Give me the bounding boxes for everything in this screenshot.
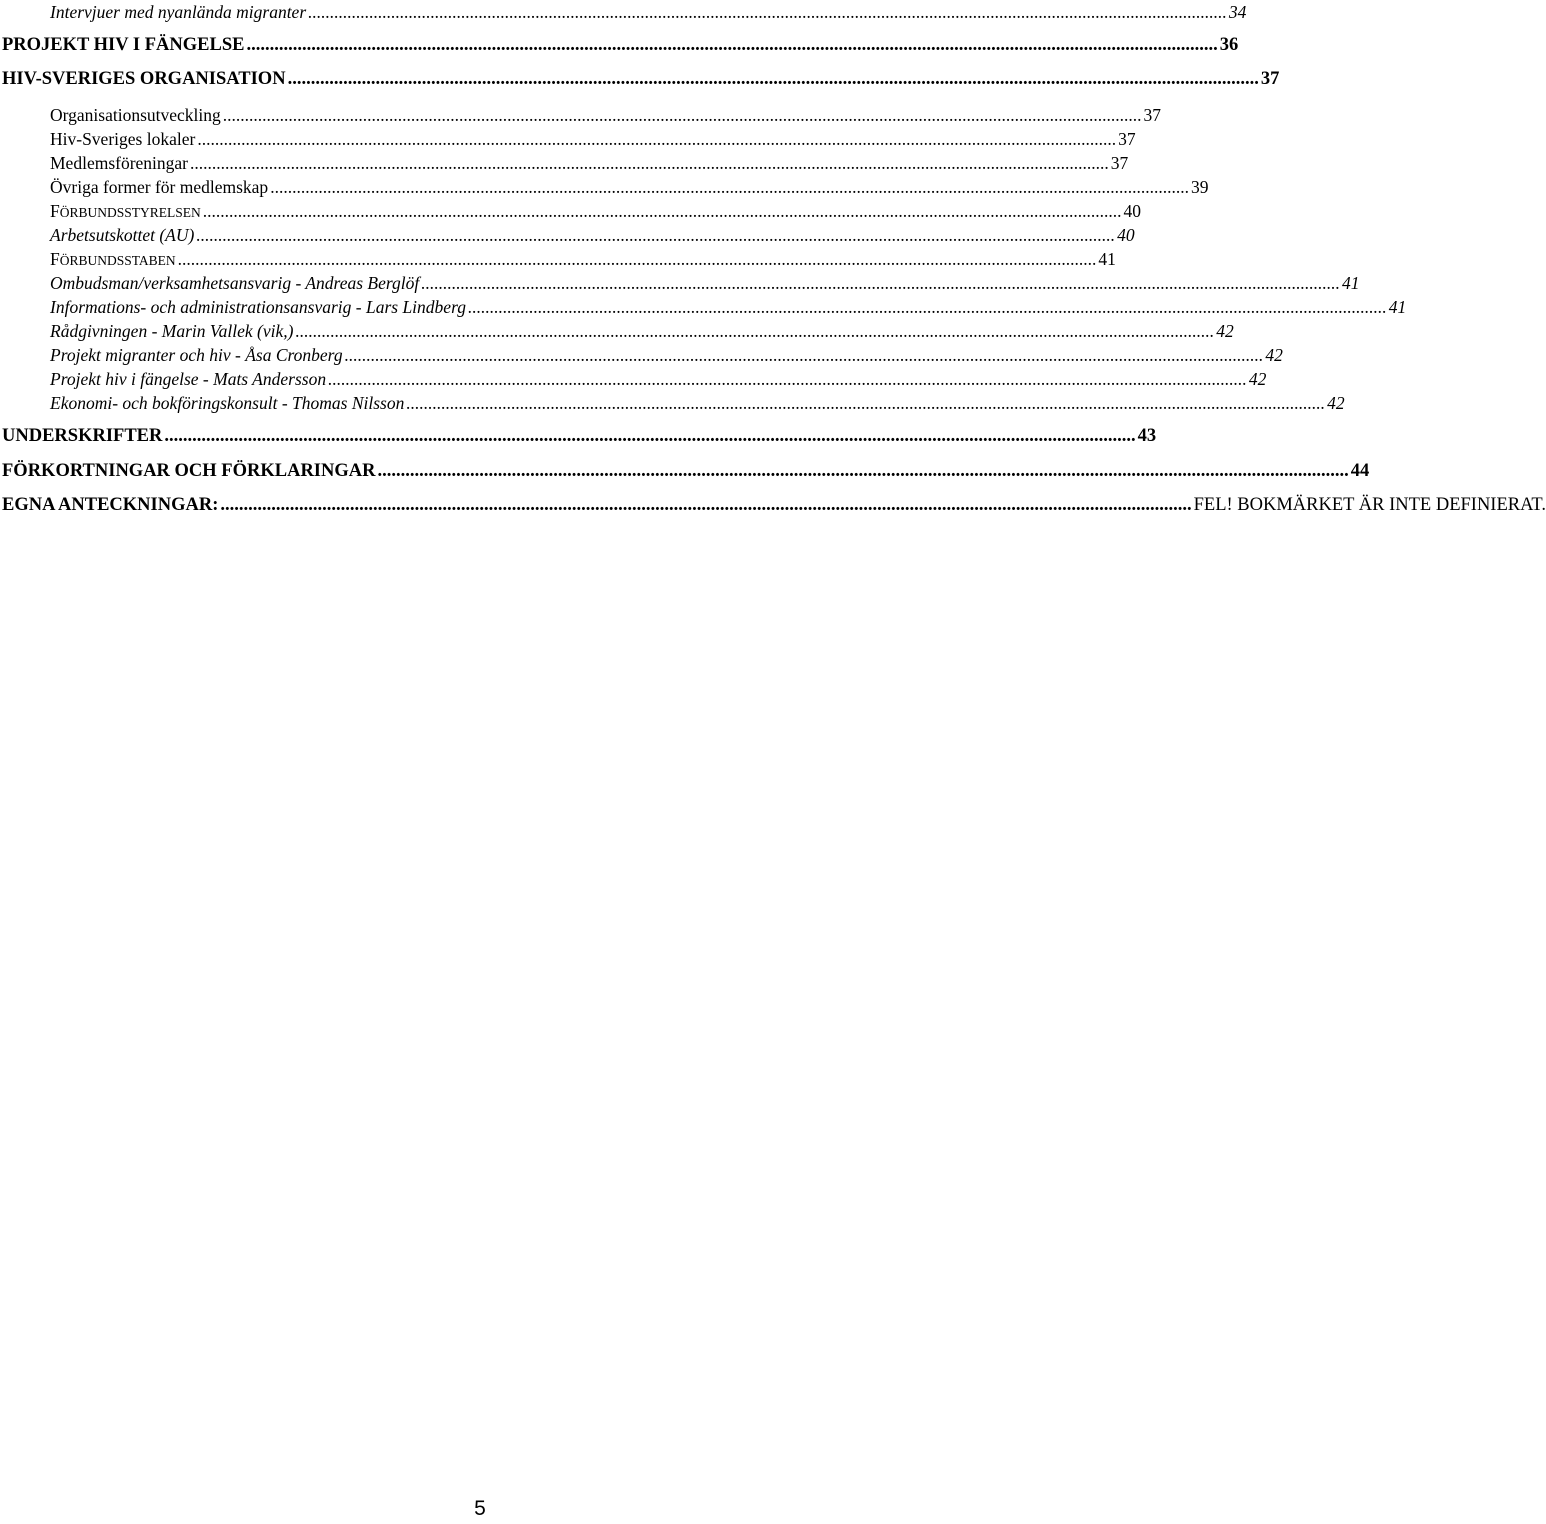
toc-entry-title: HIV-SVERIGES ORGANISATION — [2, 69, 286, 89]
toc-entry[interactable] — [2, 495, 1546, 519]
toc-leader-dots: .................................................................................................................................................................................................................. — [220, 495, 1192, 515]
toc-leader-dots: .................................................................................................................................................................................................................. — [270, 177, 1189, 197]
page-number: 5 — [474, 1497, 486, 1520]
toc-entry[interactable] — [50, 129, 1136, 153]
toc-entry-title: Ekonomi- och bokföringskonsult - Thomas Nilsson — [50, 393, 405, 413]
toc-leader-dots: .................................................................................................................................................................................................................. — [328, 369, 1247, 389]
toc-entry[interactable] — [50, 369, 1267, 393]
toc-entry-page: 42 — [1216, 321, 1234, 341]
toc-leader-dots: .................................................................................................................................................................................................................. — [222, 105, 1142, 125]
toc-entry-page: 41 — [1098, 249, 1116, 269]
toc-entry-page: FEL! BOKMÄRKET ÄR INTE DEFINIERAT. — [1193, 495, 1546, 515]
toc-entry-title: FÖRBUNDSSTABEN — [50, 249, 176, 269]
toc-entry[interactable] — [50, 393, 1345, 417]
toc-entry-title: Projekt hiv i fängelse - Mats Andersson — [50, 369, 327, 389]
toc-entry[interactable] — [50, 201, 1142, 225]
toc-entry-page: 42 — [1265, 345, 1283, 365]
toc-entry-title: Arbetsutskottet (AU) — [50, 225, 195, 245]
toc-entry-title: FÖRKORTNINGAR OCH FÖRKLARINGAR — [2, 461, 376, 481]
toc-entry-title: UNDERSKRIFTER — [2, 426, 163, 446]
toc-entry-page: 37 — [1118, 129, 1136, 149]
toc-leader-dots: .................................................................................................................................................................................................................. — [308, 2, 1227, 22]
toc-leader-dots: .................................................................................................................................................................................................................. — [295, 321, 1215, 341]
toc-entry[interactable] — [50, 2, 1247, 26]
toc-entry-page: 40 — [1123, 201, 1142, 221]
toc-entry[interactable] — [50, 273, 1360, 297]
toc-entry-title: Medlemsföreningar — [50, 153, 189, 173]
toc-entry-page: 42 — [1248, 369, 1267, 389]
toc-entry-page: 39 — [1190, 177, 1209, 197]
toc-leader-dots: .................................................................................................................................................................................................................. — [202, 201, 1122, 221]
toc-leader-dots: .................................................................................................................................................................................................................. — [246, 35, 1218, 55]
toc-entry[interactable] — [2, 461, 1370, 485]
toc-entry-page: 37 — [1110, 153, 1129, 173]
toc-leader-dots: .................................................................................................................................................................................................................. — [467, 297, 1387, 317]
toc-entry-title: PROJEKT HIV I FÄNGELSE — [2, 35, 245, 55]
toc-entry-page: 42 — [1327, 393, 1345, 413]
toc-entry[interactable] — [2, 35, 1239, 59]
toc-entry-title: Hiv-Sveriges lokaler — [50, 129, 196, 149]
toc-entry[interactable] — [2, 426, 1157, 450]
toc-entry-title: FÖRBUNDSSTYRELSEN — [50, 201, 201, 221]
toc-entry[interactable] — [50, 105, 1162, 129]
toc-entry[interactable] — [50, 153, 1129, 177]
toc-entry-page: 43 — [1137, 426, 1157, 446]
toc-leader-dots: .................................................................................................................................................................................................................. — [287, 69, 1259, 89]
toc-entry-page: 37 — [1260, 69, 1280, 89]
toc-entry-title: Ombudsman/verksamhetsansvarig - Andreas Berglöf — [50, 273, 420, 293]
toc-entry-title: Övriga former för medlemskap — [50, 177, 269, 197]
toc-entry-page: 41 — [1342, 273, 1360, 293]
toc-entry[interactable] — [50, 321, 1234, 345]
toc-entry-page: 36 — [1219, 35, 1239, 55]
toc-entry-title: Projekt migranter och hiv - Åsa Cronberg — [50, 345, 343, 365]
toc-entry-title: EGNA ANTECKNINGAR: — [2, 495, 219, 515]
toc-entry-page: 37 — [1143, 105, 1162, 125]
toc-entry-title: Informations- och administrationsansvarig - Lars Lindberg — [50, 297, 466, 317]
toc-entry[interactable] — [50, 345, 1283, 369]
toc-leader-dots: .................................................................................................................................................................................................................. — [196, 225, 1116, 245]
toc-entry[interactable] — [50, 177, 1209, 201]
toc-entry-title: Intervjuer med nyanlända migranter — [50, 2, 307, 22]
toc-leader-dots: .................................................................................................................................................................................................................. — [190, 153, 1109, 173]
toc-entry-page: 34 — [1228, 2, 1247, 22]
toc-entry-page: 41 — [1388, 297, 1407, 317]
toc-leader-dots: .................................................................................................................................................................................................................. — [377, 461, 1349, 481]
toc-entry[interactable] — [50, 249, 1116, 273]
toc-entry[interactable] — [50, 225, 1135, 249]
toc-leader-dots: .................................................................................................................................................................................................................. — [406, 393, 1326, 413]
toc-leader-dots: .................................................................................................................................................................................................................. — [421, 273, 1340, 293]
toc-entry[interactable] — [50, 297, 1407, 321]
toc-leader-dots: .................................................................................................................................................................................................................. — [197, 129, 1117, 149]
toc-entry-page: 44 — [1350, 461, 1370, 481]
toc-leader-dots: .................................................................................................................................................................................................................. — [177, 249, 1097, 269]
toc-leader-dots: .................................................................................................................................................................................................................. — [164, 426, 1136, 446]
toc-entry-title: Organisationsutveckling — [50, 105, 221, 125]
toc-leader-dots: .................................................................................................................................................................................................................. — [344, 345, 1264, 365]
toc-entry-title: Rådgivningen - Marin Vallek (vik,) — [50, 321, 294, 341]
toc-entry-page: 40 — [1117, 225, 1135, 245]
toc-entry[interactable] — [2, 69, 1280, 93]
